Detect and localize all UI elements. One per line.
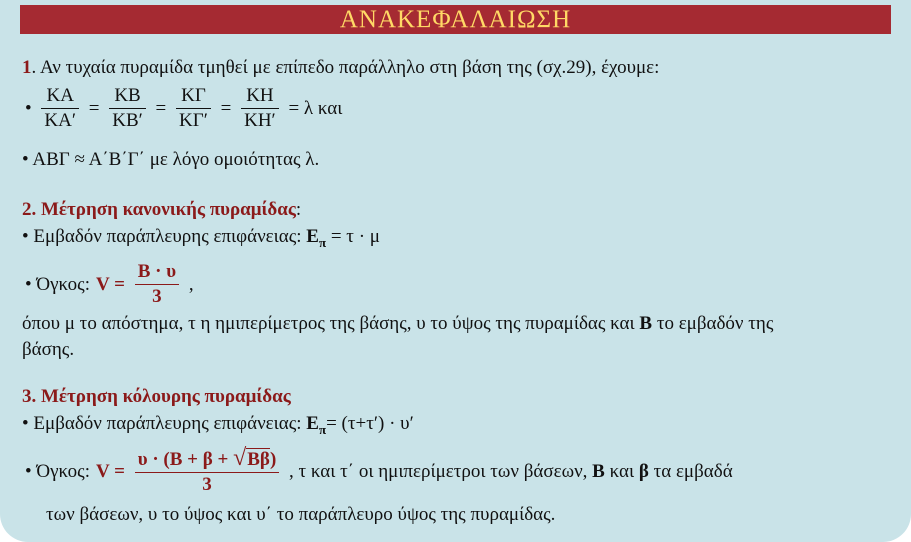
section2-volume: • Όγκος:V = $\frac{B \cdot \upsilon}{3}$ , [25, 261, 194, 307]
volume-fraction: $\frac{B \cdot \upsilon}{3}$ [135, 260, 179, 309]
section2-heading-line: 2. Μέτρηση κανονικής πυραμίδας: [22, 199, 302, 220]
similarity-statement: • ΑΒΓ ≈ Α΄Β΄Γ΄ με λόγο ομοιότητας λ. [22, 149, 320, 170]
fraction-ka: $\frac{KA}{KA'}$ [41, 84, 79, 133]
section2-area: • Εμβαδόν παράπλευρης επιφάνειας: $E_\pi = \tau \cdot \mu$ [22, 226, 380, 250]
equals-sign: = [88, 97, 100, 119]
fraction-kg: $\frac{K\Gamma}{K\Gamma'}$ [176, 84, 211, 133]
frustum-volume-fraction: $\frac{\upsilon \cdot (B + \beta + √B\beta)}{3}$ [135, 446, 280, 497]
section1-number: 1 [22, 57, 32, 78]
section3-volume: • Όγκος:V = $\frac{\upsilon \cdot (B + \beta + √B\beta)}{3}$ , τ και τ΄ οι ημιπερίμετροι των βάσεων, Β και β τα εμβαδά [25, 445, 733, 495]
section3-heading: 3. Μέτρηση κόλουρης πυραμίδας [22, 386, 291, 407]
equals-sign: = [155, 97, 167, 119]
bullet: • [25, 97, 32, 119]
section2-heading: 2. Μέτρηση κανονικής πυραμίδας [22, 199, 296, 220]
fraction-kh: $\frac{KH}{KH'}$ [241, 84, 279, 133]
equals-sign: = [220, 97, 232, 119]
ratio-equation [22, 84, 345, 133]
section2-description-2: βάσης. [22, 339, 75, 360]
section2-description-1: όπου μ το απόστημα, τ η ημιπερίμετρος της βάσης, υ το ύψος της πυραμίδας και Β το εμβαδόν της [22, 313, 774, 334]
fraction-kb: $\frac{KB}{KB'}$ [109, 84, 146, 133]
section1-intro [22, 56, 659, 80]
ratio-tail: = λ και [288, 97, 343, 119]
section3-description: των βάσεων, υ το ύψος και υ΄ το παράπλευρο ύψος της πυραμίδας. [46, 504, 556, 525]
section3-area: • Εμβαδόν παράπλευρης επιφάνειας: $E_\pi= (\tau+\tau') \cdot \upsilon'$ [22, 413, 414, 437]
square-root-symbol: √ [233, 445, 247, 471]
summary-title: ΑΝΑΚΕΦΑΛΑΙΩΣΗ [20, 5, 891, 34]
section1-text: . Αν τυχαία πυραμίδα τμηθεί με επίπεδο παράλληλο στη βάση της (σχ.29), έχουμε: [31, 57, 660, 78]
